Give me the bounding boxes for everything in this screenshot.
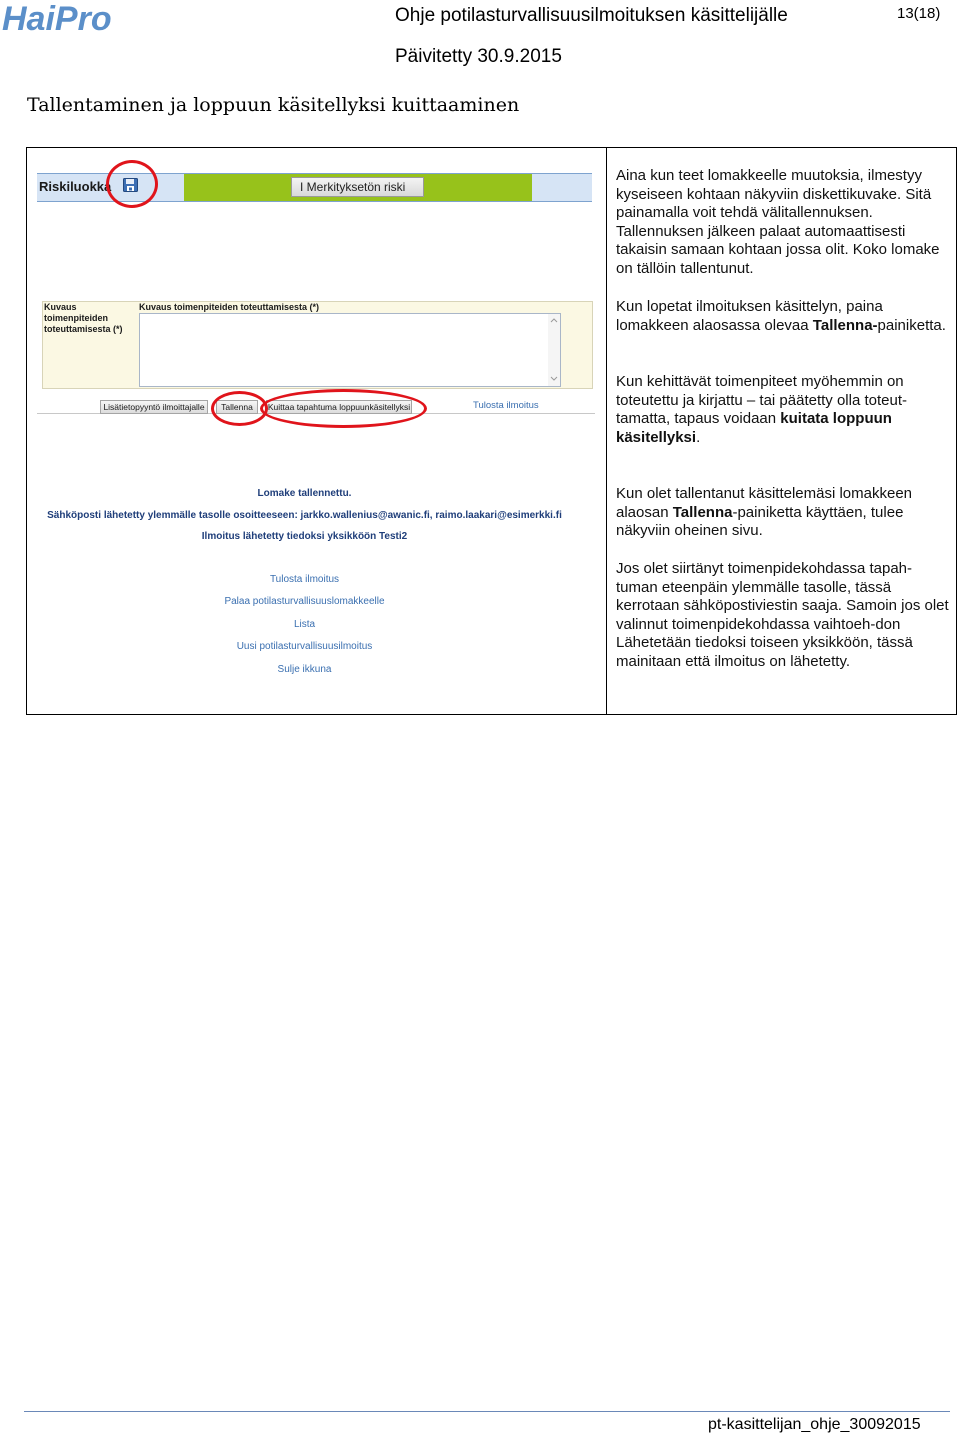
instruction-paragraph-1: Aina kun teet lomakkeelle muutoksia, ilmestyy kyseiseen kohtaan näkyviin diskettikuvake. Sitä painamalla voit tehdä välitallennuksen. Tallennuksen jälkeen palaat automaattisesti takaisin samaan kohtaan jossa olit. Koko lomake on tällöin tallentunut. bbox=[616, 167, 940, 277]
email-sent-notice: Sähköposti lähetetty ylemmälle tasolle osoitteeseen: jarkko.wallenius@awanic.fi, raimo.laakari@esimerkki.fi bbox=[47, 510, 562, 521]
document-title: Ohje potilasturvallisuusilmoituksen käsittelijälle bbox=[395, 5, 788, 26]
saved-confirmation-title: Lomake tallennettu. bbox=[257, 488, 352, 499]
risk-class-label: Riskiluokka bbox=[39, 179, 112, 194]
info-request-button[interactable]: Lisätietopyyntö ilmoittajalle bbox=[100, 400, 208, 414]
description-field-label: Kuvaus toimenpiteiden toteuttamisesta (*) bbox=[139, 302, 320, 312]
page-number: 13(18) bbox=[897, 5, 941, 22]
print-report-link[interactable]: Tulosta ilmoitus bbox=[473, 400, 539, 411]
description-textarea[interactable] bbox=[139, 313, 561, 387]
highlight-circle-acknowledge bbox=[260, 389, 427, 428]
print-report-link[interactable]: Tulosta ilmoitus bbox=[269, 574, 340, 585]
new-report-link[interactable]: Uusi potilasturvallisuusilmoitus bbox=[236, 641, 373, 652]
close-window-link[interactable]: Sulje ikkuna bbox=[277, 664, 332, 675]
haipro-logo: HaiPro bbox=[2, 0, 112, 38]
list-link[interactable]: Lista bbox=[293, 619, 316, 630]
description-label: Kuvaus toimenpiteiden toteuttamisesta (*) bbox=[44, 302, 123, 334]
return-to-form-link[interactable]: Palaa potilasturvallisuuslomakkeelle bbox=[224, 596, 385, 607]
highlight-circle-floppy bbox=[106, 160, 158, 208]
footer-divider bbox=[24, 1411, 950, 1412]
save-button[interactable]: Tallenna bbox=[216, 400, 258, 414]
risk-level-button[interactable]: I Merkityksetön riski bbox=[291, 177, 424, 197]
acknowledge-complete-button[interactable]: Kuittaa tapahtuma loppuunkäsitellyksi bbox=[267, 402, 411, 412]
section-heading: Tallentaminen ja loppuun käsitellyksi kuittaaminen bbox=[27, 94, 520, 116]
instruction-paragraph-4: Kun olet tallentanut käsittelemäsi lomakkeen alaosan Tallenna-painiketta käyttäen, tulee näkyviin oheinen sivu. bbox=[616, 485, 913, 540]
textarea-scrollbar[interactable] bbox=[548, 314, 560, 386]
footer-filename: pt-kasittelijan_ohje_30092015 bbox=[708, 1416, 921, 1433]
unit-notified-notice: Ilmoitus lähetetty tiedoksi yksikköön Testi2 bbox=[201, 531, 408, 542]
updated-date: Päivitetty 30.9.2015 bbox=[395, 46, 562, 67]
instruction-paragraph-5: Jos olet siirtänyt toimenpidekohdassa tapah-tuman eteenpäin ylemmälle tasolle, tässä kerrotaan sähköpostiviestin saaja. Samoin jos olet valinnut toimenpidekohdassa vaihtoeh-don Lähetetään tiedoksi toiseen yksikköön, tässä mainitaan että ilmoitus on lähetetty. bbox=[616, 560, 949, 670]
instruction-paragraph-2: Kun lopetat ilmoituksen käsittelyn, paina lomakkeen alaosassa olevaa Tallenna-painiketta. bbox=[616, 298, 946, 334]
instruction-paragraph-3: Kun kehittävät toimenpiteet myöhemmin on toteutettu ja kirjattu – tai päätetty olla toteut-tamatta, tapaus voidaan kuitata loppuun käsitellyksi. bbox=[616, 373, 908, 446]
